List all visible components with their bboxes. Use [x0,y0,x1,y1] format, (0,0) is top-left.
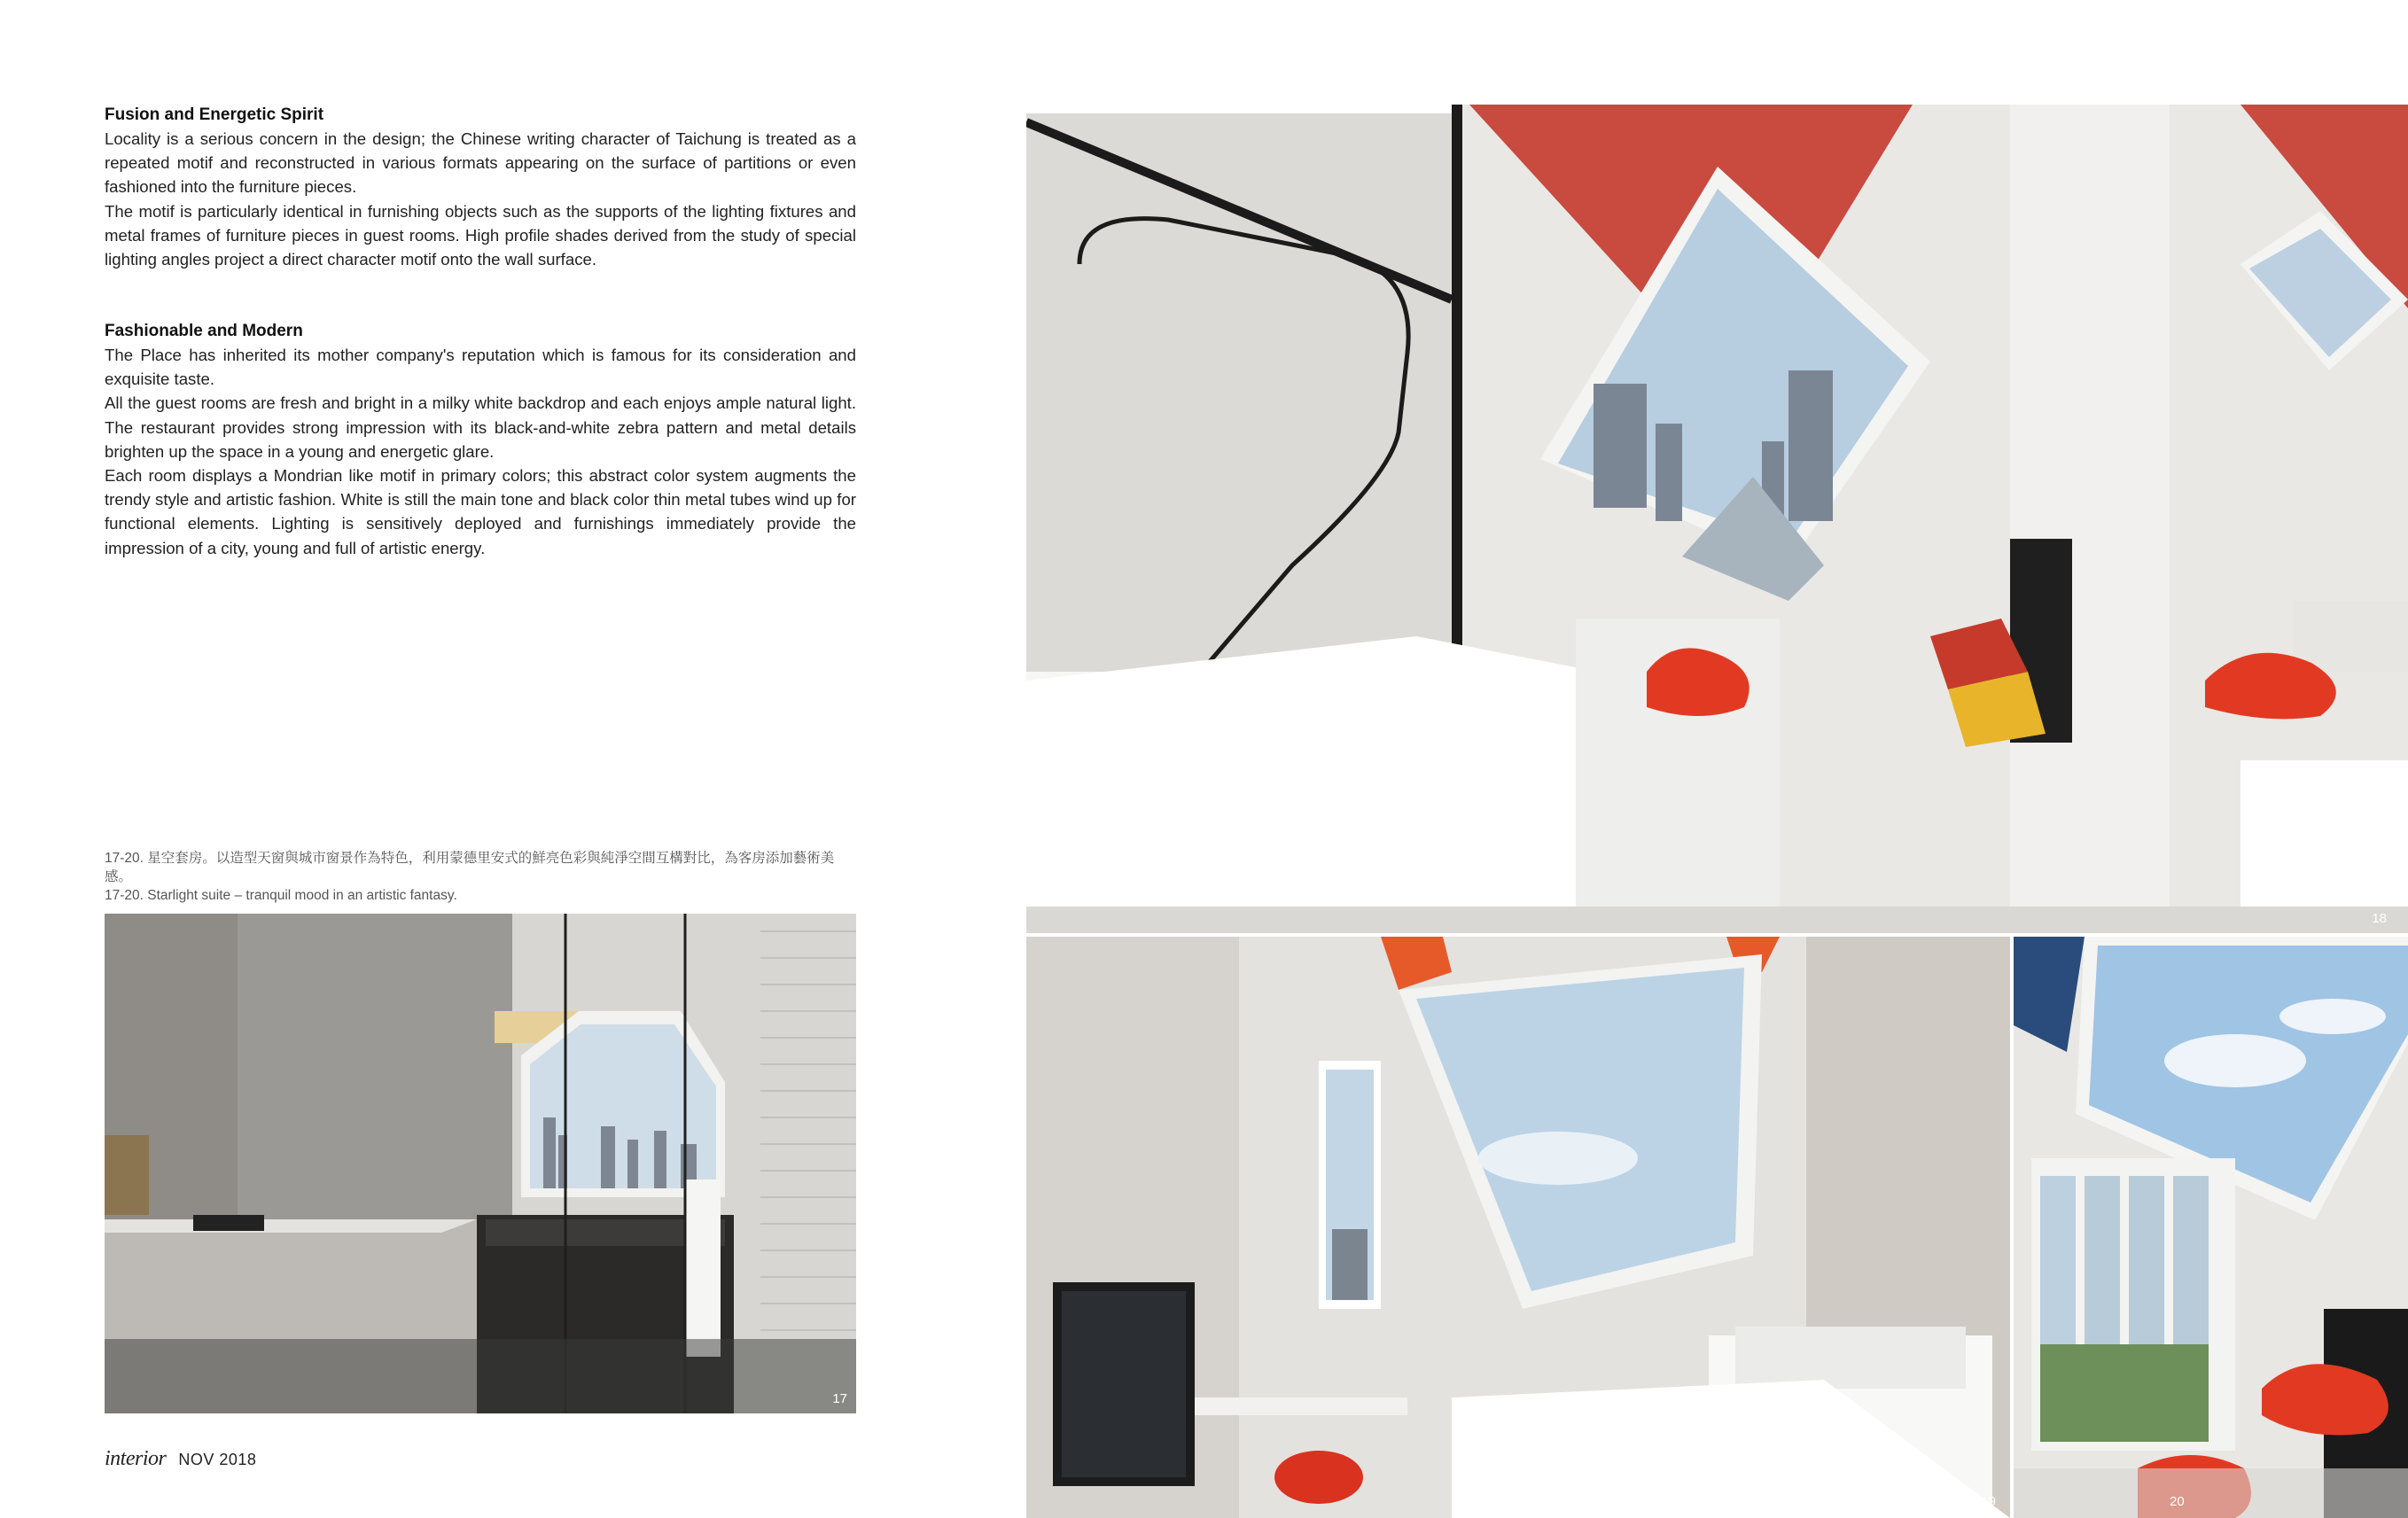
caption-english: 17-20. Starlight suite – tranquil mood in an artistic fantasy. [105,888,457,903]
section-fusion [105,103,856,271]
photo-number: 19 [1981,1494,1996,1509]
section-heading: Fashionable and Modern [105,322,303,340]
page-footer [105,1447,256,1471]
photo-skylight-room-tv [1026,937,2010,1518]
issue-date: NOV 2018 [178,1451,257,1468]
photo-number: 20 [2170,1494,2185,1509]
photo-number: 17 [832,1391,847,1406]
paragraph: The Place has inherited its mother company's reputation which is famous for its consideration and exquisite taste. [105,346,856,389]
magazine-logo: interior [105,1447,167,1470]
photo-captions [105,849,856,905]
paragraph: Locality is a serious concern in the design; the Chinese writing character of Taichung is treated as a repeated motif and reconstructed in various formats appearing on the surface of partitions or even fashioned into the furniture pieces. [105,129,856,197]
photo-bathroom [105,914,856,1413]
paragraph: The motif is particularly identical in furnishing objects such as the supports of the lighting fixtures and metal frames of furniture pieces in guest rooms. High profile shades derived from the study of special lighting angles project a direct character motif onto the wall surface. [105,201,856,269]
photo-diamond-skylight-room [1026,105,2408,933]
photo-corner-red-chairs [2014,937,2408,1518]
photo-number: 18 [2372,911,2387,926]
section-fashionable [105,319,856,560]
section-heading: Fusion and Energetic Spirit [105,105,324,124]
paragraph: All the guest rooms are fresh and bright in a milky white backdrop and each enjoys ample natural light. The restaurant provides strong impression with its black-and-white zebra pattern and metal details brighten up the space in a young and energetic glare. [105,393,856,461]
paragraph: Each room displays a Mondrian like motif in primary colors; this abstract color system augments the trendy style and artistic fashion. White is still the main tone and black color thin metal tubes wind up for functional elements. Lighting is sensitively deployed and furnishings immediately provide the impression of a city, young and full of artistic energy. [105,466,856,557]
caption-chinese: 17-20. 星空套房。以造型天窗與城市窗景作為特色，利用蒙德里安式的鮮亮色彩與純淨空間互構對比，為客房添加藝術美感。 [105,851,835,884]
